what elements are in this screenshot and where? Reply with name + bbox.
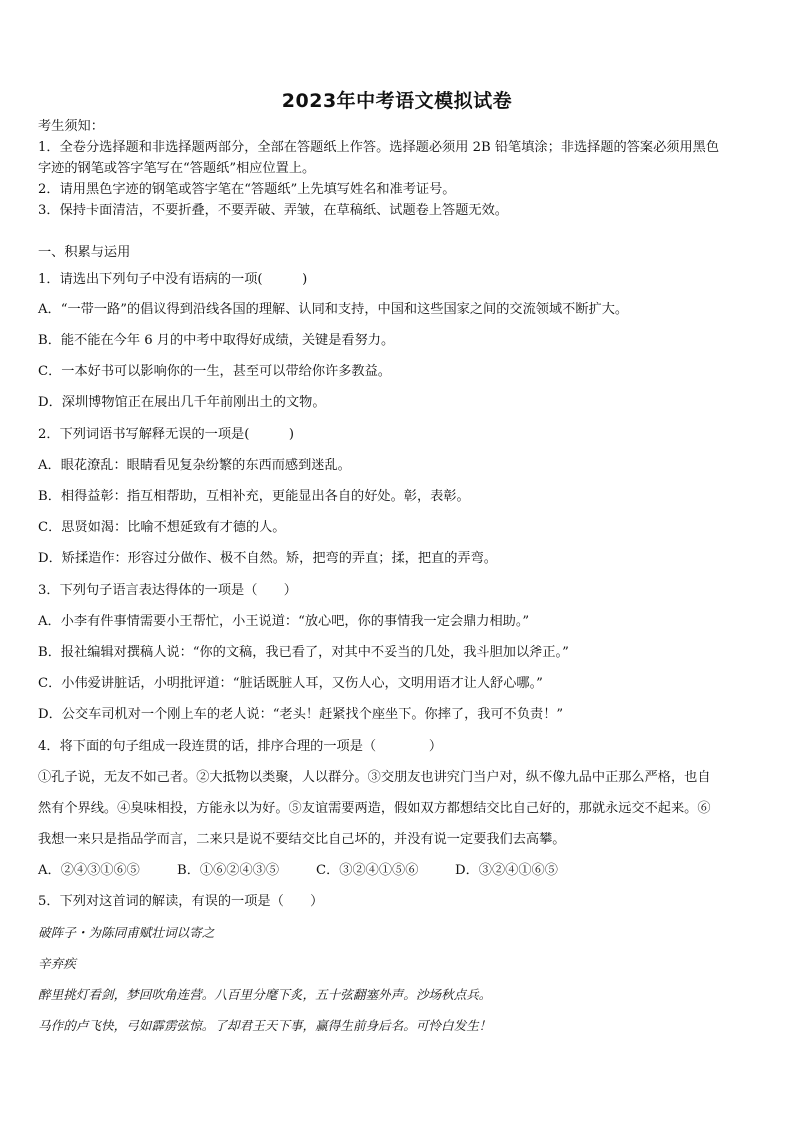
q1-option-b: B．能不能在今年 6 月的中考中取得好成绩，关键是看努力。	[38, 333, 395, 348]
q4-passage-line-1: ①孔子说，无友不如己者。②大抵物以类聚，人以群分。③交朋友也讲究门当户对，纵不像九品中正那么严格，也自	[38, 770, 711, 785]
q1-option-c: C．一本好书可以影响你的一生，甚至可以带给你许多教益。	[38, 364, 391, 379]
notice-item-1-cont: 字迹的钢笔或答字笔写在“答题纸”相应位置上。	[38, 161, 316, 176]
q4-option-a: A．②④③①⑥⑤	[38, 863, 140, 878]
poem-line-1: 醉里挑灯看剑，梦回吹角连营。八百里分麾下炙，五十弦翻塞外声。沙场秋点兵。	[38, 987, 492, 1002]
poem-author: 辛弃疾	[38, 956, 76, 971]
q5-stem: 5．下列对这首词的解读，有误的一项是（ ）	[38, 894, 324, 909]
notice-heading: 考生须知：	[38, 119, 104, 134]
q2-option-c: C．思贤如渴：比喻不想延致有才德的人。	[38, 520, 286, 535]
notice-item-3: 3．保持卡面清洁，不要折叠，不要弄破、弄皱，在草稿纸、试题卷上答题无效。	[38, 203, 508, 218]
q2-stem: 2．下列词语书写解释无误的一项是( )	[38, 427, 295, 442]
q1-stem: 1．请选出下列句子中没有语病的一项( )	[38, 272, 308, 287]
q4-option-b: B．①⑥②④③⑤	[177, 863, 280, 878]
q4-stem: 4．将下面的句子组成一段连贯的话，排序合理的一项是（ ）	[38, 739, 443, 754]
q4-option-d: D．③②④①⑥⑤	[455, 863, 558, 878]
page-title: 2023年中考语文模拟试卷	[281, 90, 513, 112]
q3-stem: 3．下列句子语言表达得体的一项是（ ）	[38, 583, 297, 598]
notice-item-2: 2．请用黑色字迹的钢笔或答字笔在“答题纸”上先填写姓名和准考证号。	[38, 182, 456, 197]
poem-line-2: 马作的卢飞快，弓如霹雳弦惊。了却君王天下事，赢得生前身后名。可怜白发生！	[38, 1018, 492, 1033]
q4-option-c: C．③②④①⑤⑥	[316, 863, 419, 878]
section-heading: 一、积累与运用	[38, 245, 131, 260]
q1-option-d: D．深圳博物馆正在展出几千年前刚出土的文物。	[38, 395, 326, 410]
q2-option-a: A．眼花潦乱：眼睛看见复杂纷繁的东西而感到迷乱。	[38, 458, 351, 473]
q2-option-d: D．矫揉造作：形容过分做作、极不自然。矫，把弯的弄直；揉，把直的弄弯。	[38, 551, 497, 566]
q3-option-c: C．小伟爱讲脏话，小明批评道：“脏话既脏人耳，又伤人心，文明用语才让人舒心哪。”	[38, 676, 543, 691]
q4-passage-line-2: 然有个界线。④臭味相投，方能永以为好。⑤友谊需要两造，假如双方都想结交比自己好的，那就永远交不起来。⑥	[38, 801, 711, 816]
q3-option-d: D．公交车司机对一个刚上车的老人说：“老头！赶紧找个座坐下。你摔了，我可不负责！”	[38, 707, 564, 722]
notice-item-1: 1．全卷分选择题和非选择题两部分，全部在答题纸上作答。选择题必须用 2B 铅笔填涂；非选择题的答案必须用黑色	[38, 140, 720, 155]
q2-option-b: B．相得益彰：指互相帮助，互相补充，更能显出各自的好处。彰，表彰。	[38, 489, 470, 504]
q1-option-a: A．“一带一路”的倡议得到沿线各国的理解、认同和支持，中国和这些国家之间的交流领域不断扩大。	[38, 302, 629, 317]
q3-option-a: A．小李有件事情需要小王帮忙，小王说道：“放心吧，你的事情我一定会鼎力相助。”	[38, 614, 530, 629]
q4-options	[38, 862, 558, 880]
q3-option-b: B．报社编辑对撰稿人说：“你的文稿，我已看了，对其中不妥当的几处，我斗胆加以斧正。”	[38, 645, 569, 660]
q4-passage-line-3: 我想一来只是指品学而言，二来只是说不要结交比自己坏的，并没有说一定要我们去高攀。	[38, 832, 566, 847]
poem-title: 破阵子・为陈同甫赋壮词以寄之	[38, 925, 215, 940]
